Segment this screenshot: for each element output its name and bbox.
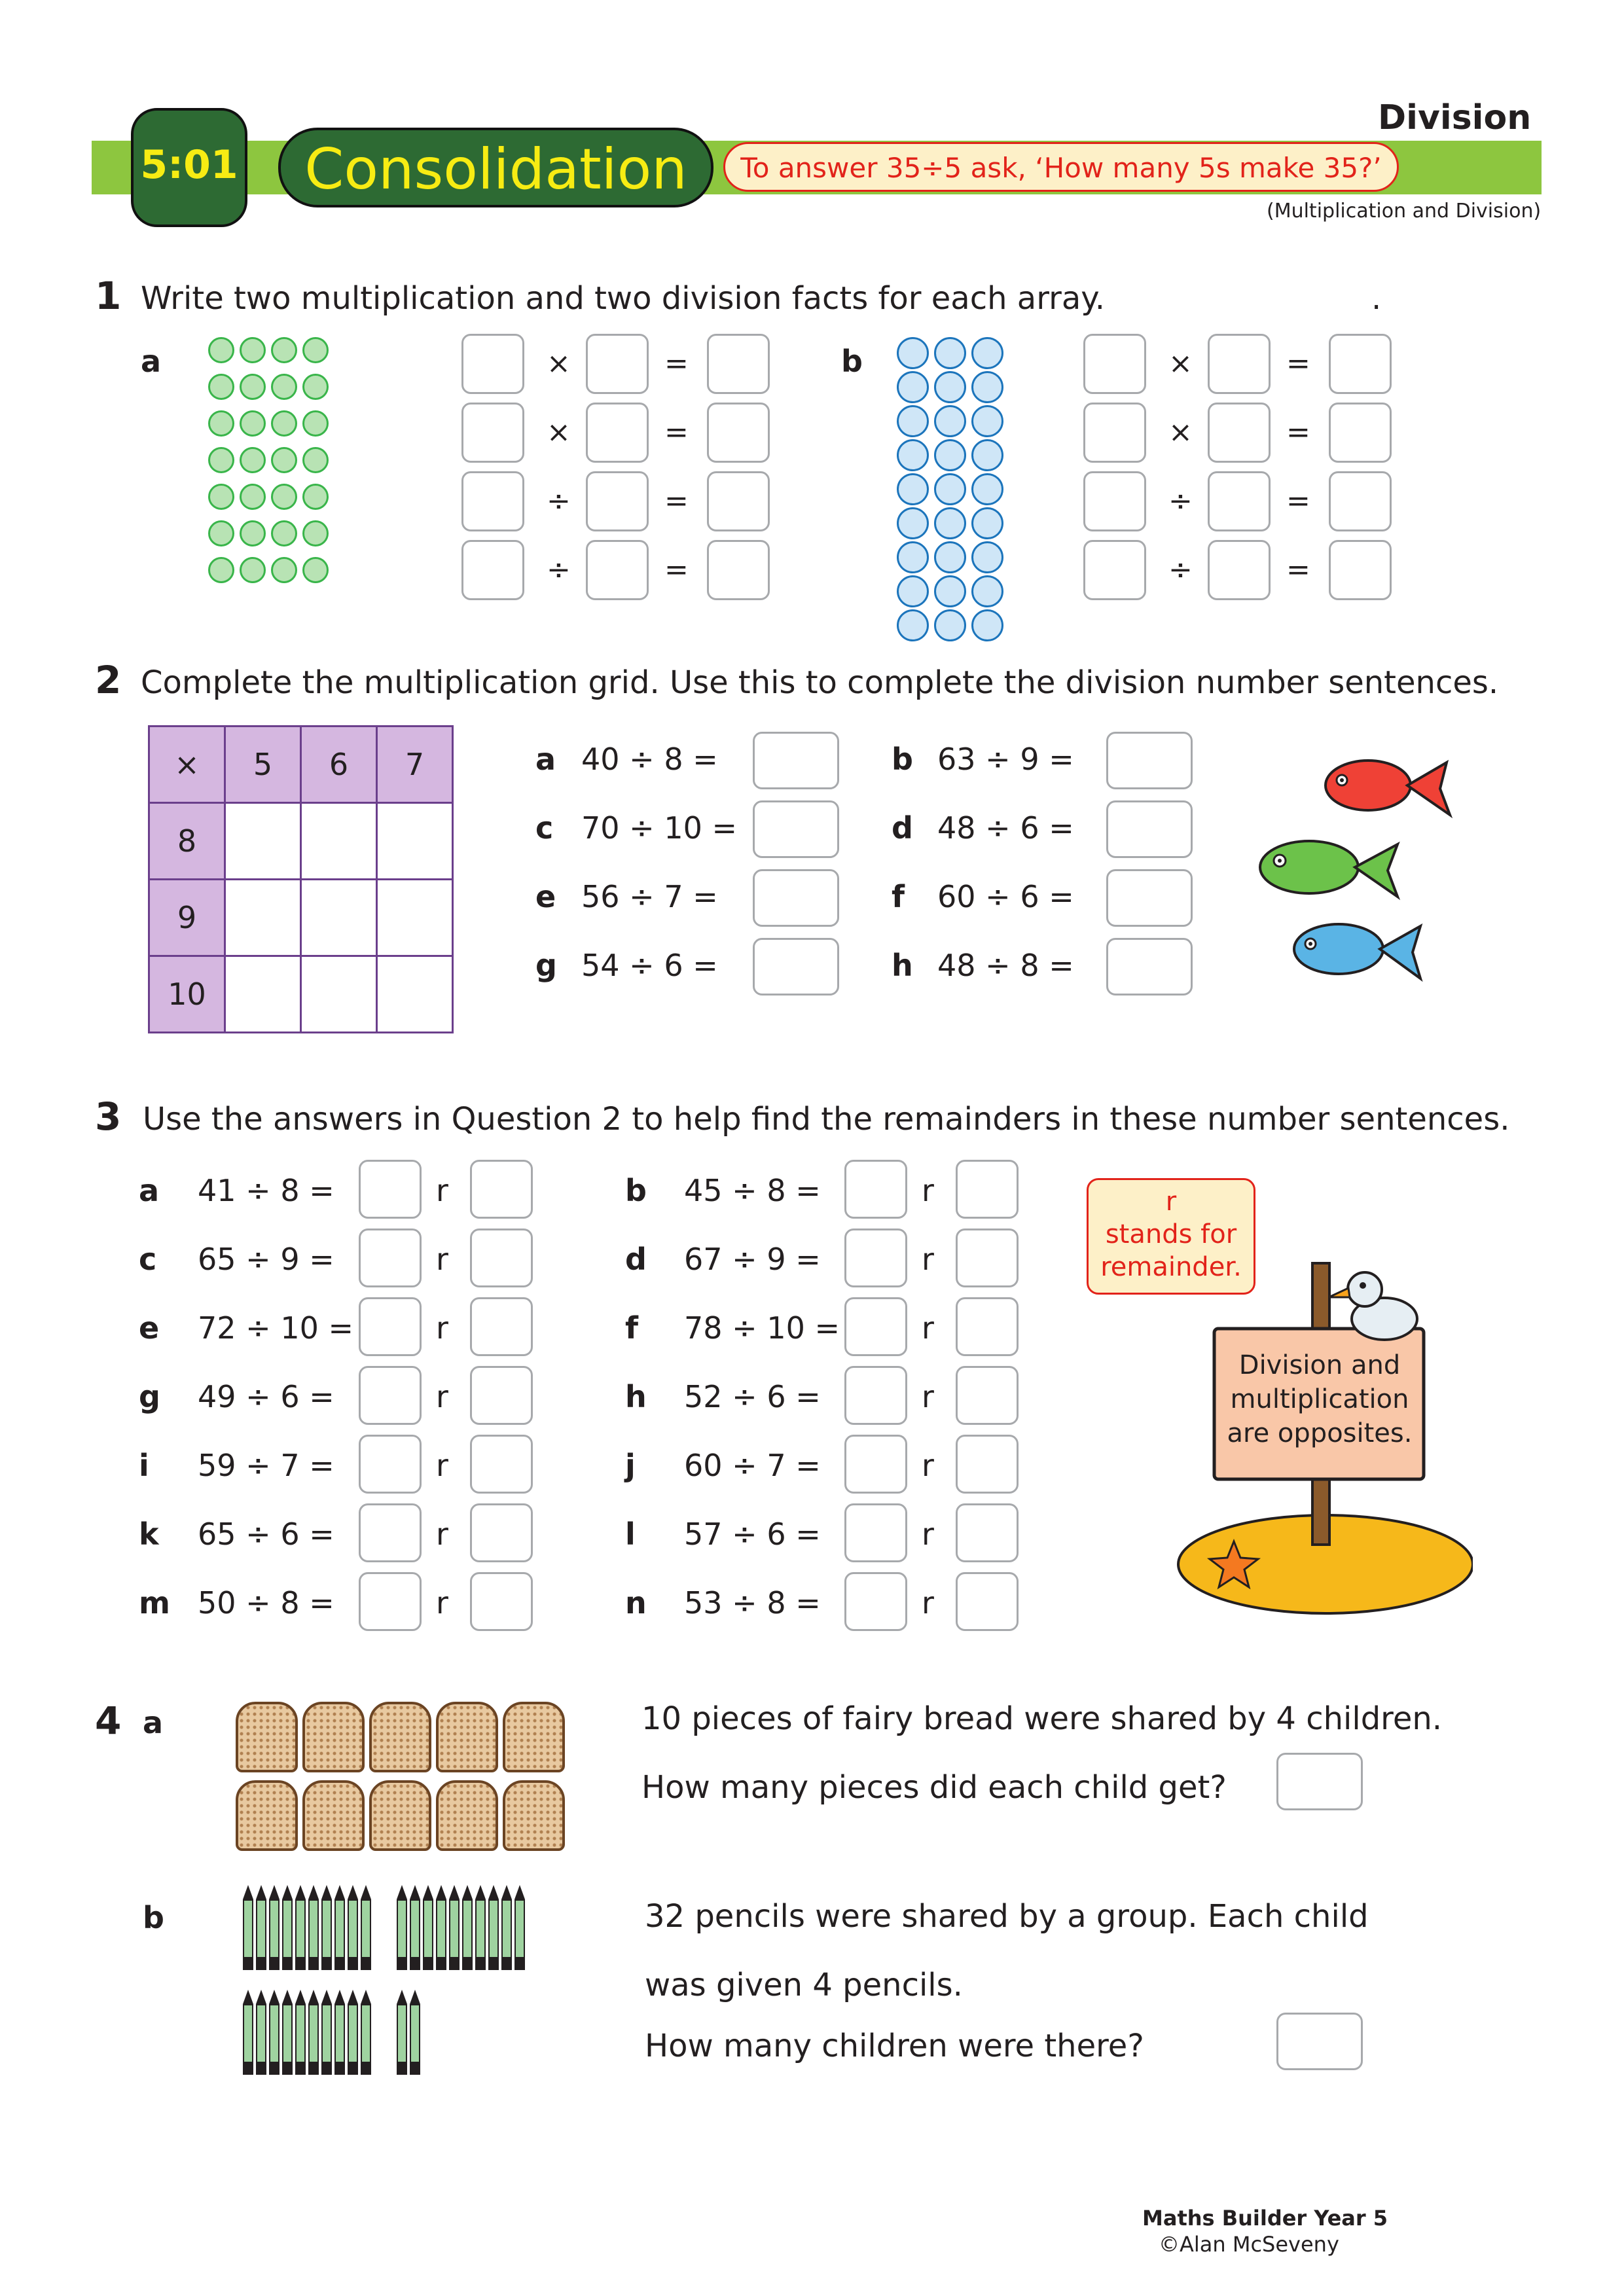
fact-box[interactable] <box>1208 471 1271 531</box>
array-dot <box>240 337 266 363</box>
array-dot <box>971 609 1003 641</box>
note-line: r <box>1165 1187 1177 1217</box>
q4b-question: How many children were there? <box>645 2028 1144 2064</box>
pencil-icon <box>409 1885 421 1971</box>
q3-item-label: n <box>625 1585 647 1621</box>
array-dot <box>302 557 329 583</box>
remainder-r: r <box>922 1310 934 1346</box>
q3-instruction: Use the answers in Question 2 to help find the remainders in these number sentences. <box>143 1101 1510 1138</box>
array-dot <box>302 484 329 510</box>
q2-item-label: a <box>535 742 556 777</box>
array-dot <box>302 520 329 547</box>
fairy-bread-group <box>236 1702 569 1859</box>
q2-answer-box[interactable] <box>1106 800 1193 858</box>
pencil-icon <box>448 1885 460 1971</box>
fact-box[interactable] <box>461 471 524 531</box>
equals-sign: = <box>664 553 689 586</box>
fact-box[interactable] <box>1208 403 1271 463</box>
q2-item-expression: 70 ÷ 10 = <box>581 810 738 846</box>
red-fish-icon <box>1326 761 1450 815</box>
array-dot <box>934 541 966 573</box>
q3-item-label: i <box>139 1448 149 1483</box>
array-dot <box>271 410 297 437</box>
q3-item-expression: 65 ÷ 6 = <box>198 1516 334 1552</box>
q3-item-label: g <box>139 1379 160 1414</box>
q3-item-label: b <box>625 1173 647 1208</box>
q2-item-label: d <box>892 810 913 846</box>
array-dot <box>302 374 329 400</box>
pencil-icon <box>295 1990 306 2076</box>
grid-row-header: 10 <box>149 956 225 1033</box>
q1-instruction: Write two multiplication and two division facts for each array. <box>141 280 1106 317</box>
quotient-box[interactable] <box>359 1297 422 1356</box>
remainder-box[interactable] <box>470 1229 533 1287</box>
array-dot <box>208 484 234 510</box>
pencil-icon <box>321 1990 333 2076</box>
q2-item-label: b <box>892 742 913 777</box>
q2-answer-box[interactable] <box>753 869 839 927</box>
q2-answer-box[interactable] <box>753 938 839 996</box>
operator-sign: ÷ <box>1168 484 1193 518</box>
lesson-title: Consolidation <box>304 137 687 202</box>
grid-cell[interactable] <box>301 803 377 880</box>
q3-item-expression: 60 ÷ 7 = <box>684 1448 821 1483</box>
array-dot <box>971 507 1003 539</box>
q3-item-expression: 49 ÷ 6 = <box>198 1379 334 1414</box>
q4b-answer-box[interactable] <box>1276 2013 1363 2070</box>
q3-item-label: h <box>625 1379 647 1414</box>
q3-item-label: a <box>139 1173 160 1208</box>
pencil-icon <box>242 1990 254 2076</box>
array-dot <box>302 337 329 363</box>
operator-sign: × <box>1168 347 1193 380</box>
tip-text: To answer 35÷5 ask, ‘How many 5s make 35?’ <box>740 152 1382 184</box>
fact-box[interactable] <box>1208 540 1271 600</box>
q4a-question: How many pieces did each child get? <box>641 1769 1227 1806</box>
fairy-bread-icon <box>302 1780 365 1851</box>
pencil-icon <box>435 1885 447 1971</box>
pencil-icon <box>409 1990 421 2076</box>
note-line: remainder. <box>1100 1252 1242 1282</box>
quotient-box[interactable] <box>359 1160 422 1219</box>
array-dot <box>971 405 1003 437</box>
equals-sign: = <box>664 347 689 380</box>
pencil-bundles <box>242 1885 537 2081</box>
array-dot <box>897 337 929 369</box>
grid-col-header: 5 <box>225 726 301 803</box>
pencil-icon <box>308 1885 319 1971</box>
q3-item-label: m <box>139 1585 170 1621</box>
fact-box[interactable] <box>707 403 770 463</box>
remainder-r: r <box>922 1379 934 1414</box>
grid-row-header: 8 <box>149 803 225 880</box>
array-dot <box>302 447 329 473</box>
array-dot <box>240 484 266 510</box>
q3-item-label: e <box>139 1310 160 1346</box>
q2-item-expression: 56 ÷ 7 = <box>581 879 718 914</box>
lesson-code-badge <box>131 108 247 227</box>
q1a-label: a <box>141 344 162 379</box>
q3-item-label: l <box>625 1516 636 1552</box>
array-dot <box>897 473 929 505</box>
remainder-box[interactable] <box>956 1229 1019 1287</box>
array-dot <box>208 557 234 583</box>
q4a-answer-box[interactable] <box>1276 1753 1363 1810</box>
fact-box[interactable] <box>1083 471 1146 531</box>
q2-item-expression: 63 ÷ 9 = <box>937 742 1074 777</box>
remainder-r: r <box>436 1310 448 1346</box>
pencil-icon <box>475 1885 486 1971</box>
blue-fish-icon <box>1294 924 1420 978</box>
array-dot <box>271 520 297 547</box>
q3-item-expression: 72 ÷ 10 = <box>198 1310 354 1346</box>
pencil-icon <box>396 1885 408 1971</box>
grid-col-header: 7 <box>377 726 453 803</box>
pencil-icon <box>334 1885 346 1971</box>
array-dot <box>934 405 966 437</box>
remainder-box[interactable] <box>470 1572 533 1631</box>
array-dot <box>971 371 1003 403</box>
operator-sign: × <box>1168 416 1193 449</box>
array-dot <box>971 575 1003 607</box>
remainder-r: r <box>922 1516 934 1552</box>
q4a-line1: 10 pieces of fairy bread were shared by 4 children. <box>641 1700 1443 1737</box>
fact-box[interactable] <box>1083 540 1146 600</box>
q2-item-expression: 48 ÷ 6 = <box>937 810 1074 846</box>
pencil-icon <box>488 1885 499 1971</box>
pencil-icon <box>396 1990 408 2076</box>
array-dot <box>934 507 966 539</box>
pencil-icon <box>268 1885 280 1971</box>
grid-cell[interactable] <box>225 956 301 1033</box>
q4-number: 4 <box>95 1698 122 1743</box>
quotient-box[interactable] <box>359 1572 422 1631</box>
quotient-box[interactable] <box>844 1435 907 1494</box>
array-dot <box>897 371 929 403</box>
q3-item-expression: 53 ÷ 8 = <box>684 1585 821 1621</box>
remainder-box[interactable] <box>956 1297 1019 1356</box>
q2-number: 2 <box>95 658 122 702</box>
sign-line: Division and <box>1238 1350 1401 1380</box>
q2-item-label: c <box>535 810 554 846</box>
operator-sign: ÷ <box>547 553 571 586</box>
pencil-icon <box>334 1990 346 2076</box>
array-dot <box>897 575 929 607</box>
grid-cell[interactable] <box>377 803 453 880</box>
pencil-icon <box>501 1885 513 1971</box>
q2-answer-box[interactable] <box>753 800 839 858</box>
array-dot <box>208 337 234 363</box>
array-dot <box>897 439 929 471</box>
remainder-r: r <box>922 1242 934 1277</box>
array-dot <box>971 337 1003 369</box>
quotient-box[interactable] <box>844 1503 907 1562</box>
operator-sign: × <box>547 416 571 449</box>
q2-item-label: e <box>535 879 556 914</box>
topic-heading: Division <box>1378 98 1532 137</box>
q2-answer-box[interactable] <box>753 732 839 789</box>
fact-box[interactable] <box>586 540 649 600</box>
quotient-box[interactable] <box>844 1160 907 1219</box>
fairy-bread-icon <box>369 1780 431 1851</box>
grid-col-header: 6 <box>301 726 377 803</box>
array-dot <box>271 337 297 363</box>
q2-item-expression: 40 ÷ 8 = <box>581 742 718 777</box>
lesson-title-badge <box>278 128 713 207</box>
remainder-box[interactable] <box>470 1160 533 1219</box>
remainder-r: r <box>922 1173 934 1208</box>
array-dot <box>208 447 234 473</box>
q3-item-expression: 50 ÷ 8 = <box>198 1585 334 1621</box>
q3-number: 3 <box>95 1094 122 1139</box>
fact-box[interactable] <box>1083 334 1146 394</box>
remainder-box[interactable] <box>470 1503 533 1562</box>
q2-answer-box[interactable] <box>1106 732 1193 789</box>
array-dot <box>934 439 966 471</box>
operator-sign: ÷ <box>547 484 571 518</box>
fact-box[interactable] <box>707 471 770 531</box>
array-dot <box>240 410 266 437</box>
equals-sign: = <box>1286 553 1310 586</box>
q3-item-label: k <box>139 1516 159 1552</box>
remainder-r: r <box>922 1585 934 1621</box>
pencil-icon <box>255 1885 267 1971</box>
pencil-icon <box>347 1885 359 1971</box>
fairy-bread-icon <box>436 1780 498 1851</box>
pencil-icon <box>514 1885 526 1971</box>
array-dot <box>934 575 966 607</box>
array-dot <box>208 410 234 437</box>
q3-item-label: j <box>625 1448 636 1483</box>
q1-dot: . <box>1371 280 1382 317</box>
array-dot <box>208 374 234 400</box>
sign-line: multiplication <box>1230 1384 1409 1414</box>
pencil-icon <box>360 1990 372 2076</box>
array-dot <box>208 520 234 547</box>
equals-sign: = <box>664 416 689 449</box>
q3-item-label: d <box>625 1242 647 1277</box>
pencil-icon <box>242 1885 254 1971</box>
quotient-box[interactable] <box>359 1229 422 1287</box>
array-dot <box>971 439 1003 471</box>
array-dot <box>971 473 1003 505</box>
fact-box[interactable] <box>1329 403 1392 463</box>
q2-item-expression: 60 ÷ 6 = <box>937 879 1074 914</box>
q3-item-expression: 52 ÷ 6 = <box>684 1379 821 1414</box>
q3-item-expression: 45 ÷ 8 = <box>684 1173 821 1208</box>
fairy-bread-icon <box>302 1702 365 1772</box>
array-dot <box>897 507 929 539</box>
q2-answer-box[interactable] <box>1106 938 1193 996</box>
array-dot <box>271 447 297 473</box>
array-dot <box>897 609 929 641</box>
q4b-label: b <box>143 1900 164 1935</box>
array-dot <box>934 371 966 403</box>
green-fish-icon <box>1260 841 1398 897</box>
remainder-r: r <box>436 1448 448 1483</box>
array-dot <box>240 374 266 400</box>
equals-sign: = <box>664 484 689 518</box>
fairy-bread-icon <box>436 1702 498 1772</box>
array-dot <box>934 609 966 641</box>
equals-sign: = <box>1286 416 1310 449</box>
q4b-line2: was given 4 pencils. <box>645 1967 963 2003</box>
remainder-box[interactable] <box>956 1160 1019 1219</box>
remainder-box[interactable] <box>956 1503 1019 1562</box>
q3-item-expression: 78 ÷ 10 = <box>684 1310 840 1346</box>
array-dot <box>897 541 929 573</box>
quotient-box[interactable] <box>844 1366 907 1425</box>
pencil-icon <box>360 1885 372 1971</box>
q3-item-expression: 67 ÷ 9 = <box>684 1242 821 1277</box>
sign-text <box>1216 1348 1423 1450</box>
q2-item-label: h <box>892 948 913 983</box>
array-dot <box>897 405 929 437</box>
fairy-bread-icon <box>369 1702 431 1772</box>
q3-item-expression: 59 ÷ 7 = <box>198 1448 334 1483</box>
remainder-box[interactable] <box>956 1435 1019 1494</box>
quotient-box[interactable] <box>844 1229 907 1287</box>
operator-sign: × <box>547 347 571 380</box>
pencil-icon <box>321 1885 333 1971</box>
footer-author: ©Alan McSeveny <box>1159 2232 1339 2257</box>
array-dot <box>240 557 266 583</box>
q1b-dot-array <box>897 337 1008 645</box>
pencil-icon <box>347 1990 359 2076</box>
remainder-r: r <box>922 1448 934 1483</box>
fact-box[interactable] <box>586 334 649 394</box>
q2-item-label: f <box>892 879 905 914</box>
remainder-box[interactable] <box>470 1366 533 1425</box>
fairy-bread-icon <box>236 1780 298 1851</box>
fact-box[interactable] <box>1329 334 1392 394</box>
array-dot <box>934 473 966 505</box>
q4a-label: a <box>143 1705 164 1740</box>
pencil-icon <box>308 1990 319 2076</box>
q3-item-expression: 57 ÷ 6 = <box>684 1516 821 1552</box>
array-dot <box>934 337 966 369</box>
q1-number: 1 <box>95 274 122 318</box>
footer-book: Maths Builder Year 5 <box>1142 2206 1388 2231</box>
remainder-r: r <box>436 1585 448 1621</box>
array-dot <box>271 374 297 400</box>
quotient-box[interactable] <box>359 1435 422 1494</box>
grid-cell[interactable] <box>301 880 377 956</box>
remainder-box[interactable] <box>956 1366 1019 1425</box>
array-dot <box>302 410 329 437</box>
tip-banner <box>723 142 1399 192</box>
quotient-box[interactable] <box>844 1297 907 1356</box>
pencil-icon <box>281 1885 293 1971</box>
remainder-r: r <box>436 1516 448 1552</box>
pencil-icon <box>281 1990 293 2076</box>
array-dot <box>271 557 297 583</box>
pencil-icon <box>268 1990 280 2076</box>
pencil-icon <box>295 1885 306 1971</box>
fact-box[interactable] <box>1083 403 1146 463</box>
fact-box[interactable] <box>707 540 770 600</box>
operator-sign: ÷ <box>1168 553 1193 586</box>
q1b-label: b <box>841 344 863 379</box>
remainder-box[interactable] <box>956 1572 1019 1631</box>
pencil-icon <box>422 1885 434 1971</box>
fairy-bread-icon <box>503 1702 565 1772</box>
pencil-icon <box>461 1885 473 1971</box>
fact-box[interactable] <box>461 403 524 463</box>
fish-illustration <box>1244 746 1453 995</box>
array-dot <box>971 541 1003 573</box>
quotient-box[interactable] <box>359 1503 422 1562</box>
fact-box[interactable] <box>461 334 524 394</box>
array-dot <box>271 484 297 510</box>
fairy-bread-icon <box>236 1702 298 1772</box>
fact-box[interactable] <box>586 403 649 463</box>
sign-line: are opposites. <box>1227 1418 1413 1448</box>
grid-cell[interactable] <box>377 956 453 1033</box>
remainder-r: r <box>436 1173 448 1208</box>
array-dot <box>240 520 266 547</box>
remainder-box[interactable] <box>470 1297 533 1356</box>
equals-sign: = <box>1286 484 1310 518</box>
q2-answer-box[interactable] <box>1106 869 1193 927</box>
note-line: stands for <box>1105 1219 1237 1249</box>
grid-cell[interactable] <box>377 880 453 956</box>
remainder-r: r <box>436 1379 448 1414</box>
fact-box[interactable] <box>1208 334 1271 394</box>
fact-box[interactable] <box>1329 540 1392 600</box>
q3-item-expression: 41 ÷ 8 = <box>198 1173 334 1208</box>
q2-instruction: Complete the multiplication grid. Use this to complete the division number sentences. <box>141 664 1499 701</box>
q3-item-label: c <box>139 1242 157 1277</box>
remainder-r: r <box>436 1242 448 1277</box>
quotient-box[interactable] <box>844 1572 907 1631</box>
equals-sign: = <box>1286 347 1310 380</box>
q2-item-label: g <box>535 948 557 983</box>
subtopic: (Multiplication and Division) <box>1267 200 1542 223</box>
remainder-box[interactable] <box>470 1435 533 1494</box>
multiplication-grid <box>148 725 454 1033</box>
quotient-box[interactable] <box>359 1366 422 1425</box>
grid-corner: × <box>149 726 225 803</box>
q4b-line1: 32 pencils were shared by a group. Each child <box>645 1898 1369 1935</box>
q1a-dot-array <box>208 337 339 605</box>
fact-box[interactable] <box>461 540 524 600</box>
grid-cell[interactable] <box>301 956 377 1033</box>
q3-item-label: f <box>625 1310 639 1346</box>
q2-item-expression: 54 ÷ 6 = <box>581 948 718 983</box>
grid-cell[interactable] <box>225 803 301 880</box>
grid-row-header: 9 <box>149 880 225 956</box>
q3-item-expression: 65 ÷ 9 = <box>198 1242 334 1277</box>
fact-box[interactable] <box>707 334 770 394</box>
fact-box[interactable] <box>586 471 649 531</box>
array-dot <box>240 447 266 473</box>
fairy-bread-icon <box>503 1780 565 1851</box>
q2-item-expression: 48 ÷ 8 = <box>937 948 1074 983</box>
lesson-code: 5:01 <box>140 142 238 188</box>
pencil-icon <box>255 1990 267 2076</box>
fact-box[interactable] <box>1329 471 1392 531</box>
grid-cell[interactable] <box>225 880 301 956</box>
